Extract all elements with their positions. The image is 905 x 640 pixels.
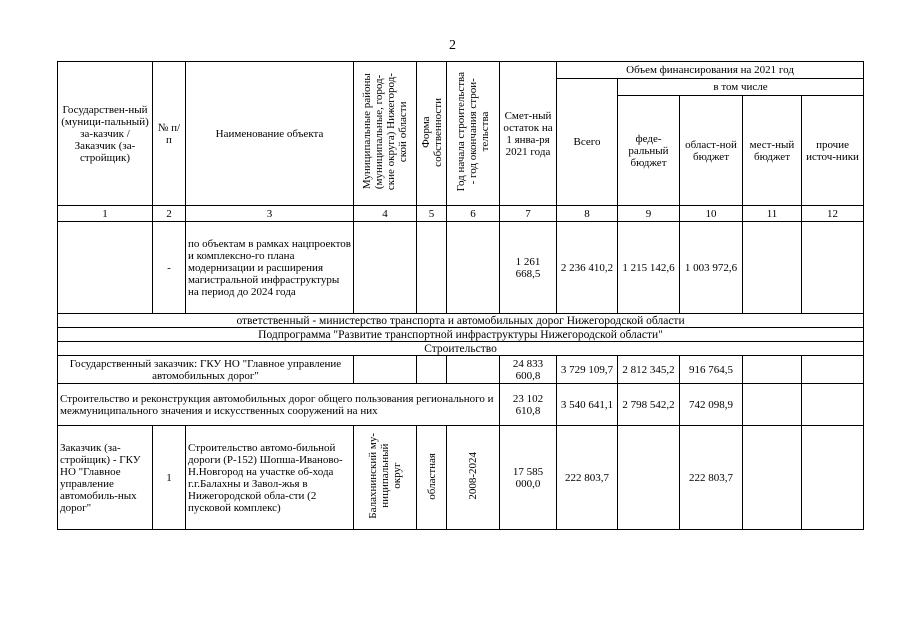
col-number: 4 xyxy=(354,206,417,222)
page-number: 2 xyxy=(449,38,456,53)
row-num: 1 xyxy=(153,426,186,530)
row-num: - xyxy=(153,222,186,314)
estimate-value: 1 261 668,5 xyxy=(500,222,557,314)
header-ownership: Форма собственности xyxy=(417,62,447,206)
total-value: 3 729 109,7 xyxy=(557,356,618,384)
header-years: Год начала строительства - год окончания строи- тельства xyxy=(447,62,500,206)
col-number: 7 xyxy=(500,206,557,222)
estimate-value: 24 833 600,8 xyxy=(500,356,557,384)
col-number: 6 xyxy=(447,206,500,222)
construction-financing-table xyxy=(57,61,864,530)
table-row xyxy=(58,426,864,530)
state-customer-name: Государственный заказчик: ГКУ НО "Главное управление автомобильных дорог" xyxy=(58,356,354,384)
header-districts: Муниципальные районы (муниципальные, город- ские округа) Нижегород- ской области xyxy=(354,62,417,206)
header-federal: феде-ральный бюджет xyxy=(618,96,680,206)
col-number: 9 xyxy=(618,206,680,222)
header-customer: Государствен-ный (муници-пальный) за-казчик / Заказчик (за-стройщик) xyxy=(58,62,153,206)
header-including: в том числе xyxy=(618,79,864,96)
table-row xyxy=(58,222,864,314)
federal-value: 2 812 345,2 xyxy=(618,356,680,384)
header-object-name: Наименование объекта xyxy=(186,62,354,206)
total-value: 222 803,7 xyxy=(557,426,618,530)
object-years: 2008-2024 xyxy=(447,426,500,530)
total-value: 2 236 410,2 xyxy=(557,222,618,314)
regional-value: 916 764,5 xyxy=(680,356,743,384)
header-regional: област-ной бюджет xyxy=(680,96,743,206)
col-number: 1 xyxy=(58,206,153,222)
table-row xyxy=(58,384,864,426)
header-local: мест-ный бюджет xyxy=(743,96,802,206)
object-district: Балахнинский му- ниципальный округ xyxy=(354,426,417,530)
federal-value: 1 215 142,6 xyxy=(618,222,680,314)
col-number: 5 xyxy=(417,206,447,222)
header-funding-title: Объем финансирования на 2021 год xyxy=(557,62,864,79)
subprogram-row: Подпрограмма "Развитие транспортной инфраструктуры Нижегородской области" xyxy=(58,328,864,342)
regional-value: 222 803,7 xyxy=(680,426,743,530)
header-num: № п/п xyxy=(153,62,186,206)
object-customer: Заказчик (за-стройщик) - ГКУ НО "Главное управление автомобиль-ных дорог" xyxy=(58,426,153,530)
col-number: 11 xyxy=(743,206,802,222)
total-value: 3 540 641,1 xyxy=(557,384,618,426)
estimate-value: 23 102 610,8 xyxy=(500,384,557,426)
reconstruction-name: Строительство и реконструкция автомобильных дорог общего пользования регионального и межмуниципального значения и искусственных сооружений на них xyxy=(58,384,500,426)
estimate-value: 17 585 000,0 xyxy=(500,426,557,530)
col-number: 8 xyxy=(557,206,618,222)
col-number: 3 xyxy=(186,206,354,222)
header-estimate: Смет-ный остаток на 1 янва-ря 2021 года xyxy=(500,62,557,206)
header-other: прочие источ-ники xyxy=(802,96,864,206)
col-number: 2 xyxy=(153,206,186,222)
header-total: Всего xyxy=(557,79,618,206)
regional-value: 742 098,9 xyxy=(680,384,743,426)
table-row xyxy=(58,356,864,384)
col-number: 12 xyxy=(802,206,864,222)
object-ownership: областная xyxy=(417,426,447,530)
object-name: Строительство автомо-бильной дороги (Р-152) Шопша-Иваново-Н.Новгород на участке об-хода г.г.Балахны и Завол-жья в Нижегородской обла-сти (2 пусковой комплекс) xyxy=(186,426,354,530)
federal-value: 2 798 542,2 xyxy=(618,384,680,426)
construction-row: Строительство xyxy=(58,342,864,356)
col-number: 10 xyxy=(680,206,743,222)
regional-value: 1 003 972,6 xyxy=(680,222,743,314)
responsible-row: ответственный - министерство транспорта и автомобильных дорог Нижегородской области xyxy=(58,314,864,328)
object-name: по объектам в рамках нацпроектов и комплексно-го плана модернизации и расширения магистральной инфраструктуры на период до 2024 года xyxy=(186,222,354,314)
